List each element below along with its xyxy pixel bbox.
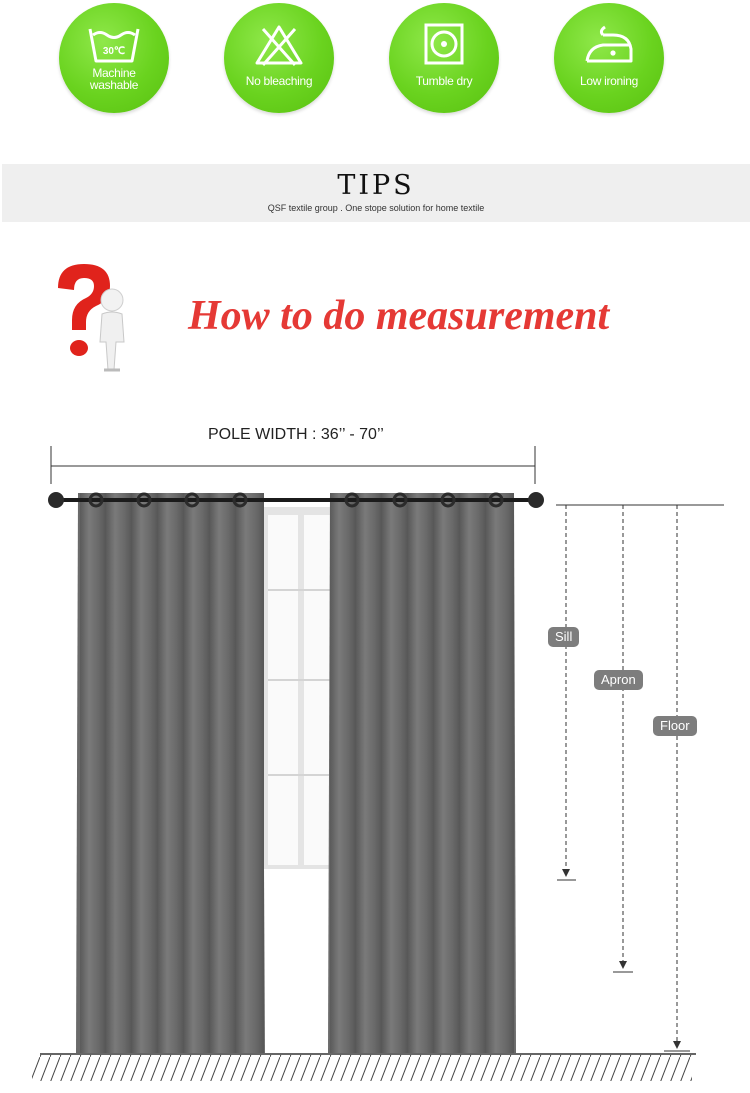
care-label-no-bleach: No bleaching [245,74,313,88]
measurement-tag-sill: Sill [548,627,579,647]
curtain-measurement-scene [0,485,750,1093]
care-badge-tumble-dry [389,3,499,113]
measurement-tag-floor: Floor [653,716,697,736]
pole-width-dimension-line [48,444,538,488]
low-iron-icon [581,23,637,67]
right-curtain-panel [328,493,516,1053]
machine-wash-30-icon [86,23,142,67]
care-label-tumble-dry: Tumble dry [415,74,473,88]
care-label-low-iron: Low ironing [579,74,639,88]
tips-title: TIPS [337,170,415,201]
question-mark-person-icon [44,258,144,378]
window [262,507,340,869]
tips-subtitle: QSF textile group . One stope solution for home textile [267,203,485,213]
care-badge-no-bleach [224,3,334,113]
care-icons-row [0,0,750,120]
care-badge-machine-wash [59,3,169,113]
tips-banner [2,164,750,222]
no-bleach-icon [251,23,307,67]
care-badge-low-iron [554,3,664,113]
pole-width-label: POLE WIDTH : 36’’ - 70’’ [208,426,384,443]
wash-temp-text: 30℃ [102,46,126,57]
measurement-heading: How to do measurement [188,293,610,339]
measurement-tag-apron: Apron [594,670,643,690]
measurement-guides [556,505,724,1051]
care-label-machine-wash: Machine washable [89,66,139,92]
tumble-dry-icon [416,23,472,67]
floor [32,1054,696,1081]
left-curtain-panel [76,493,265,1053]
